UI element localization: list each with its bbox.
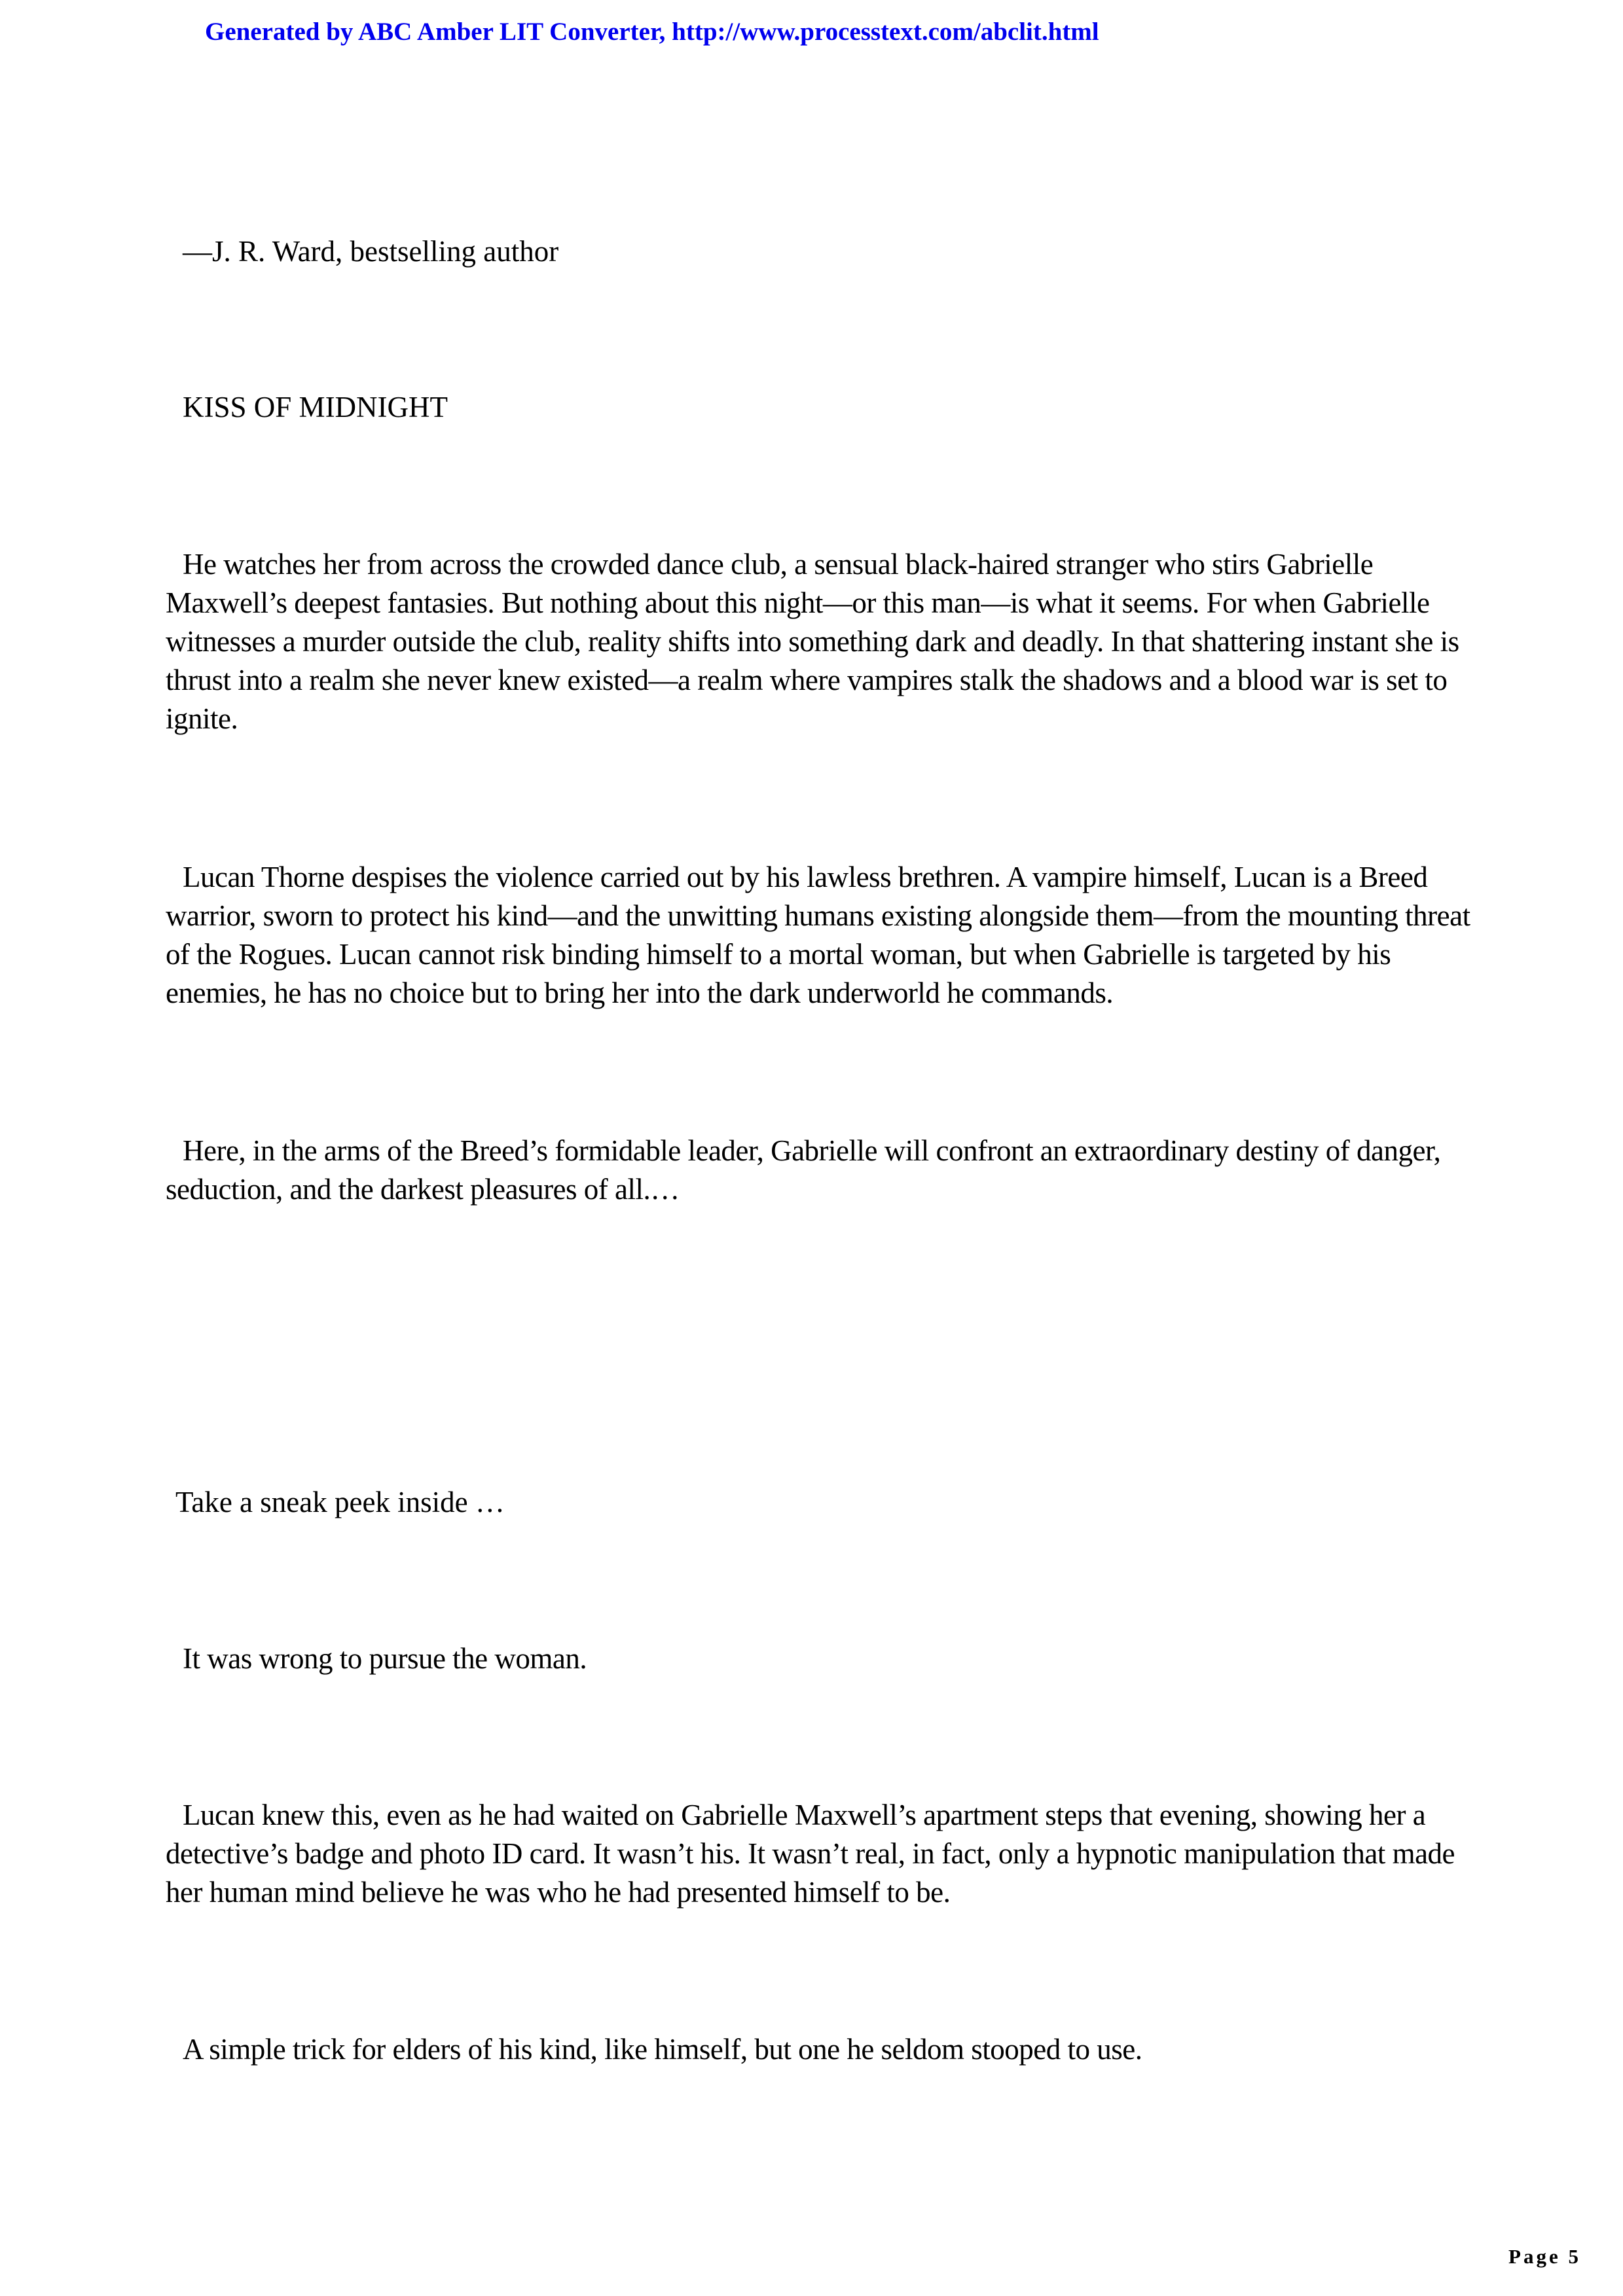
blurb-paragraph-3: Here, in the arms of the Breed’s formidable leader, Gabrielle will confront an extraordinary destiny of danger, seduction, and the darkest pleasures of all.… (166, 1134, 1441, 1206)
attribution: —J. R. Ward, bestselling author (183, 235, 559, 268)
excerpt-paragraph-1: It was wrong to pursue the woman. (183, 1642, 587, 1675)
sneak-peek-heading: Take a sneak peek inside … (175, 1486, 505, 1518)
excerpt-paragraph-3: A simple trick for elders of his kind, like himself, but one he seldom stooped to use. (183, 2033, 1142, 2066)
excerpt-paragraph-2: Lucan knew this, even as he had waited on Gabrielle Maxwell’s apartment steps that evening, showing her a detective’s badge and photo ID card. It wasn’t his. It wasn’t real, in fact, only a hypnotic manipulation that made her human mind believe he was who he had presented himself to be. (166, 1799, 1455, 1909)
generator-link[interactable]: Generated by ABC Amber LIT Converter, http://www.processtext.com/abclit.html (205, 18, 1099, 46)
page-number: Page 5 (1508, 2245, 1581, 2268)
blurb-paragraph-2: Lucan Thorne despises the violence carried out by his lawless brethren. A vampire himself, Lucan is a Breed warrior, sworn to protect his kind—and the unwitting humans existing alongside them—from the mounting threat of the Rogues. Lucan cannot risk binding himself to a mortal woman, but when Gabrielle is targeted by his enemies, he has no choice but to bring her into the dark underworld he commands. (166, 861, 1470, 1009)
blurb-paragraph-1: He watches her from across the crowded dance club, a sensual black-haired stranger who stirs Gabrielle Maxwell’s deepest fantasies. But nothing about this night—or this man—is what it seems. For when Gabrielle witnesses a murder outside the club, reality shifts into something dark and deadly. In that shattering instant she is thrust into a realm she never knew existed—a realm where vampires stalk the shadows and a blood war is set to ignite. (166, 548, 1459, 735)
book-title: KISS OF MIDNIGHT (183, 391, 448, 423)
